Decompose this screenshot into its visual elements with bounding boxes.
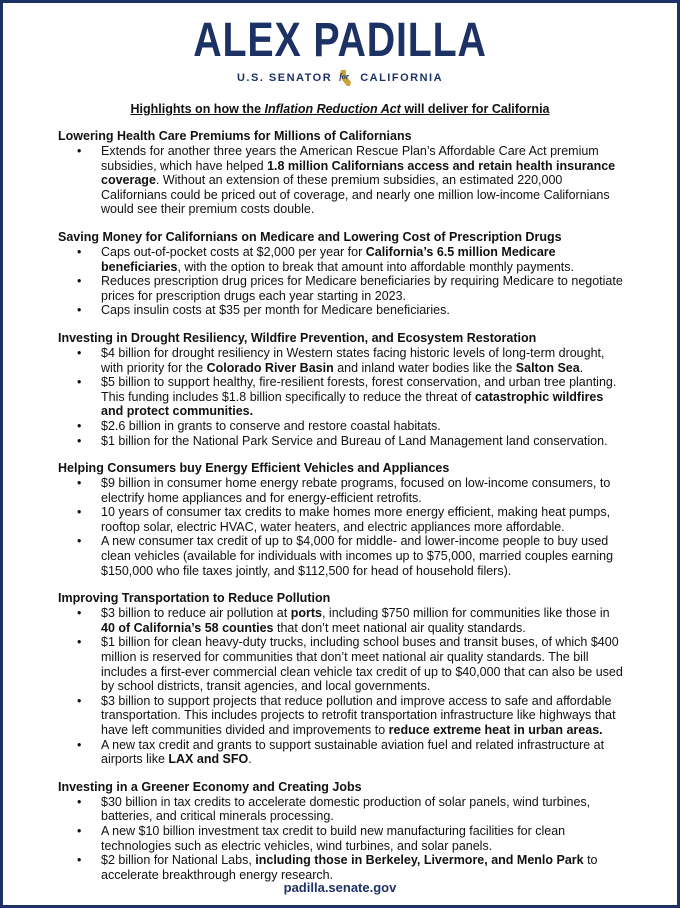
bullet-item (101, 476, 625, 505)
bullet-item (101, 245, 625, 274)
section-heading: Investing in a Greener Economy and Creating Jobs (58, 779, 362, 794)
title-part-3: will deliver for California (400, 102, 550, 116)
bullet-list (58, 476, 625, 578)
bullet-item (101, 505, 625, 534)
text: $3 billion to support projects that reduce pollution and improve access to safe and affordable transportation. This includes projects to retrofit transportation infrastructure like highways that have left communities divided and improvements to (101, 693, 616, 737)
section-heading: Helping Consumers buy Energy Efficient Vehicles and Appliances (58, 461, 450, 476)
section-heading: Lowering Health Care Premiums for Millions of Californians (58, 129, 412, 143)
text: Reduces prescription drug prices for Medicare beneficiaries by requiring Medicare to negotiate prices for prescription drugs each year starting in 2023. (101, 274, 623, 303)
bullet-item (101, 534, 625, 578)
section-heading: Saving Money for Californians on Medicare and Lowering Cost of Prescription Drugs (58, 229, 562, 244)
text: $2.6 billion in grants to conserve and restore coastal habitats. (101, 418, 441, 433)
section (58, 331, 625, 448)
text: $3 billion to reduce air pollution at (101, 606, 291, 621)
text: that don’t meet national air quality standards. (273, 620, 526, 635)
bold-text: reduce extreme heat in urban areas. (388, 723, 603, 737)
document-title (3, 102, 677, 116)
text: . (579, 360, 584, 375)
bullet-item (101, 795, 625, 824)
text: , with the option to break that amount into affordable monthly payments. (177, 259, 574, 274)
bullet-item (101, 274, 625, 303)
bullet-item (101, 419, 625, 434)
bold-text: California’s 6.5 million Medicare beneficiaries (101, 244, 556, 274)
bold-text: 40 of California’s 58 counties (101, 620, 274, 635)
bullet-item (101, 694, 625, 738)
document-body (3, 129, 677, 882)
text: A new tax credit and grants to support sustainable aviation fuel and related infrastructure at airports like (101, 737, 605, 767)
bullet-item (101, 738, 625, 767)
title-act-name: Inflation Reduction Act (264, 102, 401, 116)
senator-name-logo: ALEX PADILLA (193, 14, 487, 67)
section-heading: Improving Transportation to Reduce Pollution (58, 591, 331, 606)
senator-subtitle (3, 69, 677, 87)
text: $2 billion for National Labs, (101, 853, 256, 868)
bold-text: LAX and SFO (168, 752, 249, 767)
text: $1 billion for the National Park Service and Bureau of Land Management land conservation. (101, 433, 608, 448)
letterhead (3, 3, 677, 87)
bullet-list (58, 606, 625, 767)
text: , including $750 million for communities like those in (321, 606, 610, 621)
text: . (248, 752, 252, 767)
bold-text: catastrophic wildfires and protect communities. (101, 389, 604, 419)
title-part-1: Highlights on how the (130, 102, 265, 116)
text: $9 billion in consumer home energy rebate programs, focused on low-income consumers, to electrify home appliances and for energy-efficient retrofits. (101, 476, 611, 505)
subtitle-for: for (339, 72, 349, 81)
bold-text: 1.8 million Californians access and retain health insurance coverage (101, 158, 616, 188)
bullet-item (101, 824, 625, 853)
california-icon (338, 69, 354, 87)
bold-text: Salton Sea (515, 360, 580, 375)
bold-text: ports (290, 606, 322, 621)
text: Caps insulin costs at $35 per month for Medicare beneficiaries. (101, 303, 450, 318)
text: $4 billion for drought resiliency in Western states facing historic levels of long-term drought, with priority for the (101, 345, 605, 375)
bullet-list (58, 346, 625, 448)
bullet-item (101, 434, 625, 449)
text: to accelerate breakthrough energy research. (101, 853, 598, 882)
footer-website: padilla.senate.gov (283, 880, 397, 895)
bullet-list (58, 795, 625, 883)
bold-text: Colorado River Basin (206, 360, 334, 375)
section (58, 461, 625, 578)
subtitle-right: CALIFORNIA (360, 72, 444, 84)
bullet-item (101, 606, 625, 635)
bullet-item (101, 144, 625, 217)
text: A new $10 billion investment tax credit to build new manufacturing facilities for clean technologies such as electric vehicles, wind turbines, and solar panels. (101, 823, 566, 853)
bullet-item (101, 635, 625, 693)
section (58, 230, 625, 318)
text: . Without an extension of these premium subsidies, an estimated 220,000 Californians could be priced out of coverage, and nearly one million low-income Californians would see their premium costs double. (101, 173, 610, 217)
bullet-item (101, 346, 625, 375)
section (58, 780, 625, 883)
bullet-item (101, 303, 625, 318)
section (58, 129, 625, 217)
bullet-list (58, 144, 625, 217)
bullet-item (101, 853, 625, 882)
text: A new consumer tax credit of up to $4,000 for middle- and lower-income people to buy used clean vehicles (available for individuals with incomes up to $75,000, married couples earning $150,000 who file taxes jointly, and $112,500 for head of household filers). (101, 534, 614, 578)
bullet-list (58, 245, 625, 318)
text: and inland water bodies like the (333, 360, 516, 375)
text: $1 billion for clean heavy-duty trucks, including school buses and transit buses, of which $400 million is reserved for communities that don’t meet national air quality standards. The bill includes a first-ever commercial clean vehicle tax credit of up to $40,000 that can also be used by school districts, transit agencies, and local governments. (101, 635, 623, 694)
text: Extends for another three years the American Rescue Plan’s Affordable Care Act premium subsidies, which have helped (101, 144, 599, 173)
section-heading: Investing in Drought Resiliency, Wildfire Prevention, and Ecosystem Restoration (58, 330, 537, 345)
bold-text: including those in Berkeley, Livermore, and Menlo Park (255, 853, 584, 868)
text: 10 years of consumer tax credits to make homes more energy efficient, making heat pumps, rooftop solar, electric HVAC, water heaters, and electric appliances more affordable. (101, 505, 611, 534)
subtitle-left: U.S. SENATOR (236, 72, 333, 84)
bullet-item (101, 375, 625, 419)
text: Caps out-of-pocket costs at $2,000 per year for (101, 244, 366, 259)
text: $30 billion in tax credits to accelerate domestic production of solar panels, wind turbines, batteries, and critical minerals processing. (101, 794, 591, 824)
section (58, 591, 625, 767)
text: $5 billion to support healthy, fire-resilient forests, forest conservation, and urban tree planting. This funding includes $1.8 billion specifically to reduce the threat of (101, 375, 617, 404)
